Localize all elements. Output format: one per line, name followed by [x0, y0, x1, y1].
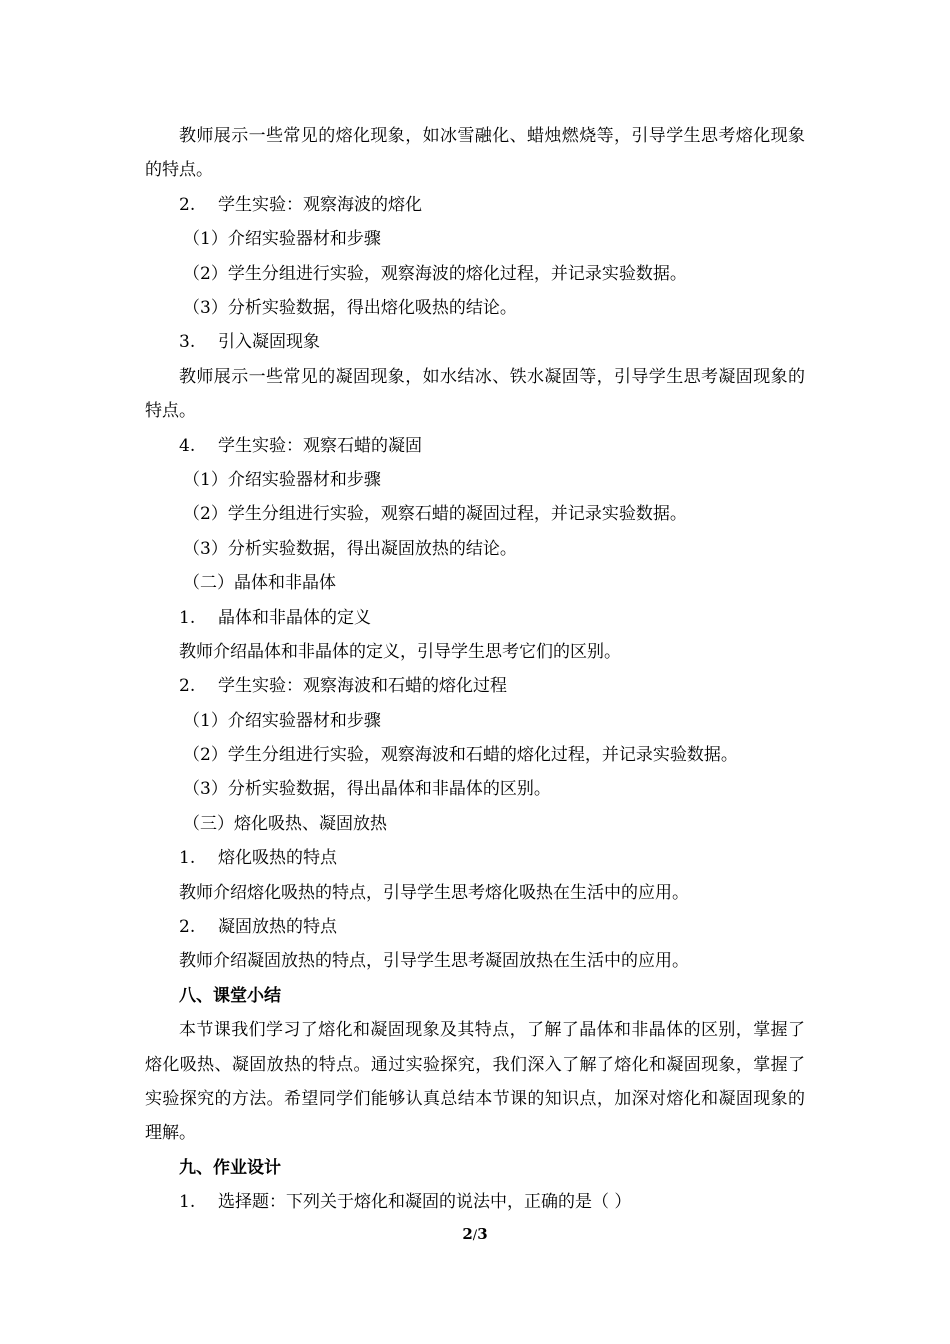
page-current: 2	[462, 1225, 473, 1243]
item-number: 3.	[179, 332, 196, 353]
item-number: 1.	[179, 1192, 196, 1213]
page-number	[0, 1224, 950, 1246]
document-body	[145, 119, 805, 1220]
paragraph: 教师展示一些常见的凝固现象，如水结冰、铁水凝固等，引导学生思考凝固现象的特点。	[145, 366, 805, 422]
numbered-item	[145, 188, 805, 222]
paragraph: 教师介绍晶体和非晶体的定义，引导学生思考它们的区别。	[179, 641, 621, 662]
item-text: 学生实验：观察海波的熔化	[218, 194, 422, 215]
item-text: 凝固放热的特点	[218, 917, 337, 938]
list-item: （3）分析实验数据，得出凝固放热的结论。	[183, 538, 517, 559]
numbered-item	[145, 910, 805, 944]
numbered-item	[145, 429, 805, 463]
item-number: 4.	[179, 435, 196, 456]
page-separator: /	[472, 1228, 478, 1243]
numbered-item	[145, 325, 805, 359]
numbered-item	[145, 841, 805, 875]
list-item: （1）介绍实验器材和步骤	[183, 710, 381, 731]
list-item: （3）分析实验数据，得出晶体和非晶体的区别。	[183, 779, 551, 800]
section-heading: 九、作业设计	[179, 1157, 281, 1178]
item-number: 2.	[179, 194, 196, 215]
item-text: 学生实验：观察海波和石蜡的熔化过程	[218, 676, 507, 697]
item-text: 晶体和非晶体的定义	[218, 607, 371, 628]
page-total: 3	[477, 1225, 488, 1243]
item-text: 引入凝固现象	[218, 332, 320, 353]
list-item: （2）学生分组进行实验，观察海波和石蜡的熔化过程，并记录实验数据。	[183, 745, 738, 766]
item-number: 1.	[179, 607, 196, 628]
paragraph: 教师展示一些常见的熔化现象，如冰雪融化、蜡烛燃烧等，引导学生思考熔化现象的特点。	[145, 126, 805, 181]
paragraph: 本节课我们学习了熔化和凝固现象及其特点，了解了晶体和非晶体的区别，掌握了熔化吸热、凝固放热的特点。通过实验探究，我们深入了解了熔化和凝固现象，掌握了实验探究的方法。希望同学们能够认真总结本节课的知识点，加深对熔化和凝固现象的理解。	[145, 1020, 805, 1144]
item-number: 2.	[179, 676, 196, 697]
list-item: （2）学生分组进行实验，观察海波的熔化过程，并记录实验数据。	[183, 263, 687, 284]
list-item: （二）晶体和非晶体	[183, 573, 336, 594]
item-text: 选择题：下列关于熔化和凝固的说法中，正确的是（ ）	[218, 1192, 632, 1213]
numbered-item	[145, 1185, 805, 1219]
list-item: （3）分析实验数据，得出熔化吸热的结论。	[183, 297, 517, 318]
item-number: 1.	[179, 848, 196, 869]
list-item: （1）介绍实验器材和步骤	[183, 469, 381, 490]
list-item: （三）熔化吸热、凝固放热	[183, 813, 387, 834]
list-item: （1）介绍实验器材和步骤	[183, 229, 381, 250]
numbered-item	[145, 601, 805, 635]
item-number: 2.	[179, 917, 196, 938]
numbered-item	[145, 669, 805, 703]
paragraph: 教师介绍凝固放热的特点，引导学生思考凝固放热在生活中的应用。	[179, 951, 689, 972]
item-text: 学生实验：观察石蜡的凝固	[218, 435, 422, 456]
section-heading: 八、课堂小结	[179, 985, 281, 1006]
list-item: （2）学生分组进行实验，观察石蜡的凝固过程，并记录实验数据。	[183, 504, 687, 525]
paragraph: 教师介绍熔化吸热的特点，引导学生思考熔化吸热在生活中的应用。	[179, 882, 689, 903]
item-text: 熔化吸热的特点	[218, 848, 337, 869]
